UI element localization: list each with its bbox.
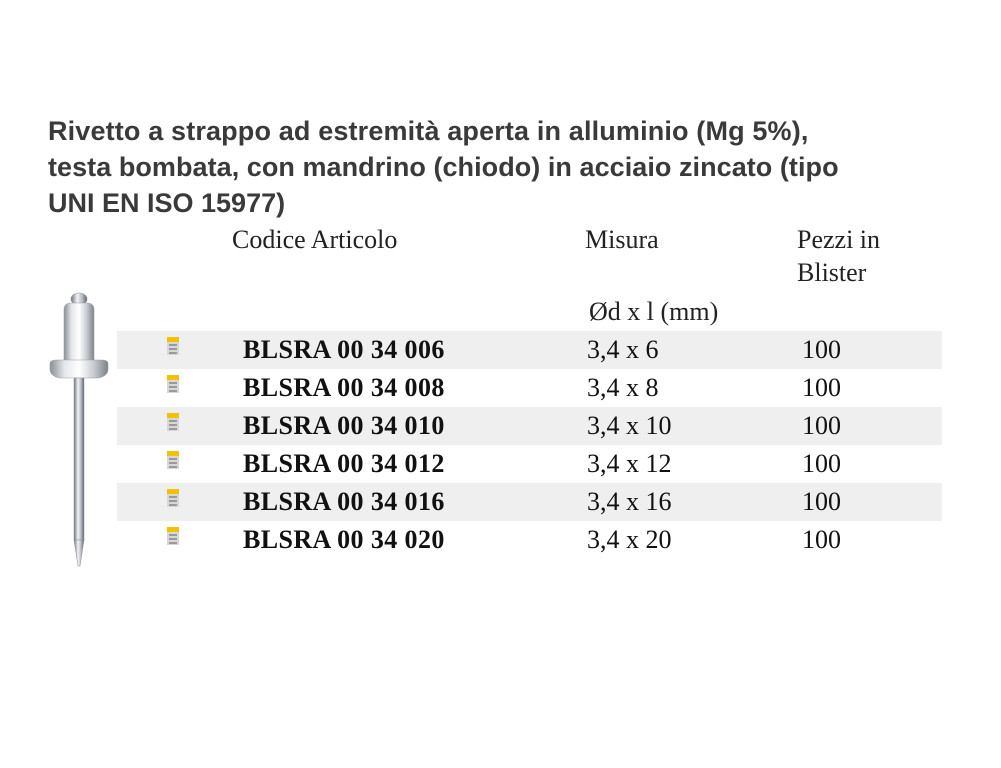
- blister-pack-icon: [166, 450, 180, 470]
- article-code: BLSRA 00 34 020: [243, 525, 445, 554]
- article-pieces: 100: [802, 487, 841, 516]
- header-pieces-line-2: Blister: [797, 258, 867, 287]
- article-size: 3,4 x 10: [587, 411, 672, 440]
- header-pieces-line-1: Pezzi in: [797, 225, 881, 254]
- table-row: [117, 331, 942, 369]
- article-code: BLSRA 00 34 006: [243, 335, 445, 364]
- article-size: 3,4 x 6: [587, 335, 659, 364]
- article-code: BLSRA 00 34 016: [243, 487, 445, 516]
- table-row: [117, 483, 942, 521]
- blind-rivet-image: [46, 290, 116, 570]
- header-code: Codice Articolo: [232, 225, 398, 254]
- product-title-line-1: Rivetto a strappo ad estremità aperta in alluminio (Mg 5%),: [48, 116, 809, 146]
- article-pieces: 100: [802, 335, 841, 364]
- table-row: [117, 445, 942, 483]
- article-size: 3,4 x 20: [587, 525, 672, 554]
- article-pieces: 100: [802, 373, 841, 402]
- article-size: 3,4 x 12: [587, 449, 672, 478]
- blister-pack-icon: [166, 412, 180, 432]
- header-size: Misura: [585, 225, 659, 254]
- table-row: [117, 369, 942, 407]
- product-title-line-3: UNI EN ISO 15977): [48, 188, 286, 218]
- article-pieces: 100: [802, 411, 841, 440]
- article-pieces: 100: [802, 449, 841, 478]
- blister-pack-icon: [166, 336, 180, 356]
- header-pieces: [797, 223, 880, 289]
- article-code: BLSRA 00 34 008: [243, 373, 445, 402]
- blister-pack-icon: [166, 374, 180, 394]
- article-code: BLSRA 00 34 012: [243, 449, 445, 478]
- blister-pack-icon: [166, 488, 180, 508]
- product-title: [48, 113, 948, 221]
- table-row: [117, 521, 942, 559]
- article-pieces: 100: [802, 525, 841, 554]
- article-size: 3,4 x 8: [587, 373, 659, 402]
- article-code: BLSRA 00 34 010: [243, 411, 445, 440]
- header-size-unit: Ød x l (mm): [589, 297, 719, 326]
- product-table: [117, 331, 942, 559]
- table-row: [117, 407, 942, 445]
- product-title-line-2: testa bombata, con mandrino (chiodo) in acciaio zincato (tipo: [48, 152, 839, 182]
- blister-pack-icon: [166, 526, 180, 546]
- article-size: 3,4 x 16: [587, 487, 672, 516]
